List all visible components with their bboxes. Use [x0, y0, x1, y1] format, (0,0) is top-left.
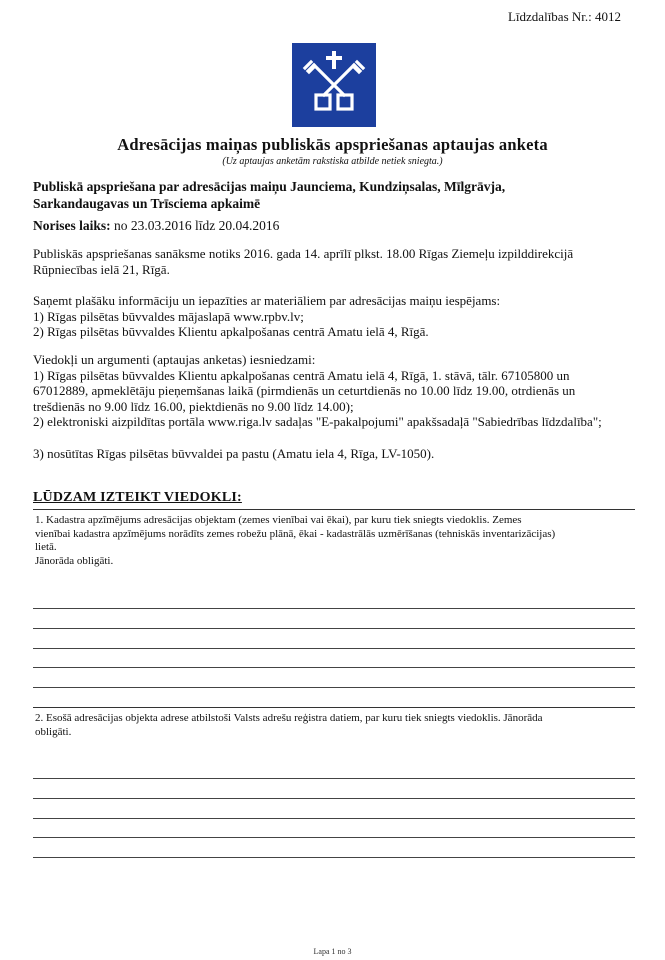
info-item: 2) Rīgas pilsētas būvvaldes Klientu apkalpošanas centrā Amatu ielā 4, Rīgā.	[33, 324, 429, 339]
page-title: Adresācijas maiņas publiskās apspriešanas aptaujas anketa	[117, 135, 548, 154]
opinions-item: 67012889, apmeklētāju pieņemšanas laikā (pirmdienās un ceturtdienās no 10.00 līdz 19.00, otrdienās un	[33, 383, 576, 398]
info-paragraph	[33, 293, 643, 340]
question-line: 1. Kadastra apzīmējums adresācijas objektam (zemes vienībai vai ēkai), par kuru tiek sniegts viedoklis. Zemes	[35, 514, 522, 526]
question-line: vienībai kadastra apzīmējums norādīts zemes robežu plānā, ēkai - kadastrālās uzmērīšanas (tehniskās inventarizācijas)	[35, 527, 556, 540]
answer-line[interactable]	[33, 837, 635, 838]
answer-line[interactable]	[33, 667, 635, 668]
opinions-intro: Viedokļi un argumenti (aptaujas anketas) iesniedzami:	[33, 352, 316, 367]
period-value: no 23.03.2016 līdz 20.04.2016	[110, 218, 280, 233]
question-line: Jānorāda obligāti.	[35, 554, 114, 567]
opinions-item: 2) elektroniski aizpildītas portāla www.riga.lv sadaļas "E-pakalpojumi" apakšsadaļā "Sabiedrības līdzdalība";	[33, 414, 602, 429]
opinions-paragraph	[33, 352, 643, 430]
question-line: 2. Esošā adresācijas objekta adrese atbilstoši Valsts adrešu reģistra datiem, par kuru tiek sniegts viedoklis. Jānorāda	[35, 712, 543, 724]
page-subtitle: (Uz aptaujas anketām rakstiska atbilde netiek sniegta.)	[222, 156, 443, 167]
answer-line[interactable]	[33, 687, 635, 688]
question-1-text	[33, 510, 635, 568]
riga-emblem	[292, 43, 376, 127]
opinions-item: 3) nosūtītas Rīgas pilsētas būvvaldei pa pastu (Amatu iela 4, Rīga, LV-1050).	[33, 446, 435, 461]
page-number: Lapa 1 no 3	[313, 947, 352, 956]
answer-line[interactable]	[33, 818, 635, 819]
answer-line[interactable]	[33, 608, 635, 609]
headline-line: Publiskā apspriešana par adresācijas maiņu Jaunciema, Kundziņsalas, Mīlgrāvja,	[33, 179, 506, 194]
answer-line[interactable]	[33, 778, 635, 779]
period-label: Norises laiks:	[33, 218, 111, 233]
answer-line[interactable]	[33, 628, 635, 629]
meeting-line: Rūpniecības ielā 21, Rīgā.	[33, 261, 170, 277]
answer-line[interactable]	[33, 648, 635, 649]
opinions-item: 1) Rīgas pilsētas būvvaldes Klientu apkalpošanas centrā Amatu ielā 4, Rīgā, 1. stāvā, tālr. 67105800 un	[33, 367, 570, 383]
meeting-line: Publiskās apspriešanas sanāksme notiks 2016. gada 14. aprīlī plkst. 18.00 Rīgas Ziemeļu izpilddirekcijā	[33, 246, 574, 261]
meeting-paragraph	[33, 246, 643, 277]
participation-number: Līdzdalības Nr.: 4012	[507, 9, 621, 24]
question-2-text	[33, 708, 635, 739]
answer-line[interactable]	[33, 798, 635, 799]
info-item: 1) Rīgas pilsētas būvvaldes mājaslapā www.rpbv.lv;	[33, 308, 304, 324]
question-2	[33, 707, 635, 739]
call-to-action: LŪDZAM IZTEIKT VIEDOKLI:	[33, 490, 242, 505]
question-line: lietā.	[35, 541, 57, 553]
consultation-headline	[33, 178, 633, 212]
headline-line: Sarkandaugavas un Trīsciema apkaimē	[33, 196, 261, 211]
question-1	[33, 509, 635, 568]
question-line: obligāti.	[35, 725, 72, 738]
post-paragraph	[33, 446, 643, 462]
info-intro: Saņemt plašāku informāciju un iepazīties ar materiāliem par adresācijas maiņu iespējams:	[33, 293, 501, 308]
crossed-keys-icon	[292, 43, 376, 127]
period	[33, 218, 279, 234]
opinions-item: trešdienās no 9.00 līdz 16.00, piektdienās no 9.00 līdz 14.00);	[33, 398, 354, 414]
answer-line[interactable]	[33, 857, 635, 858]
